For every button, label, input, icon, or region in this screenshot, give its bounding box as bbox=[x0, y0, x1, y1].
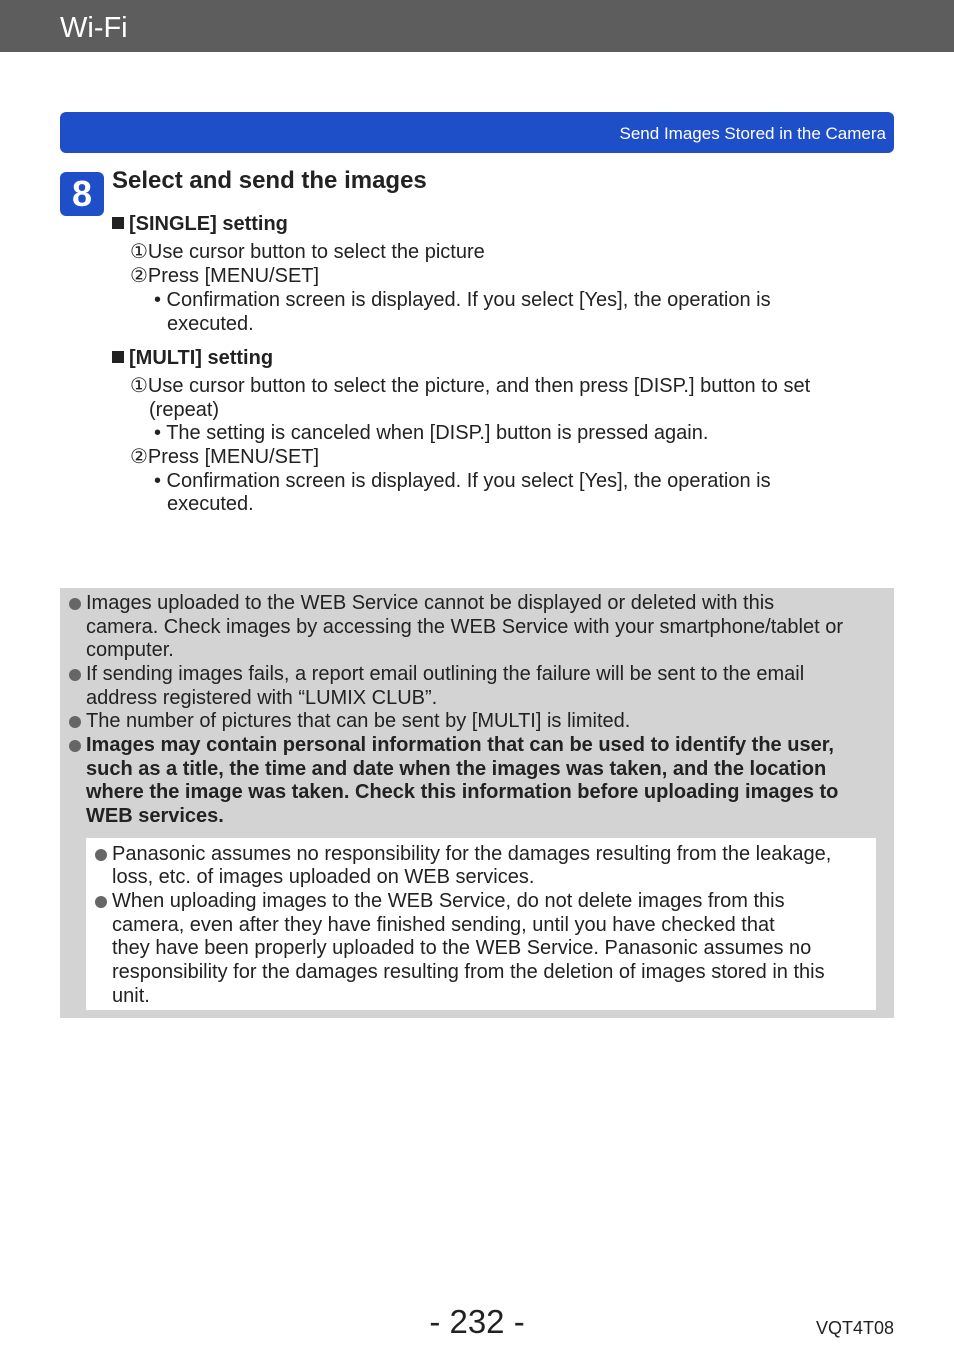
single-heading bbox=[112, 213, 288, 237]
bullet-dot-icon bbox=[95, 896, 107, 908]
multi-note-1: • The setting is canceled when [DISP.] button is pressed again. bbox=[154, 422, 709, 444]
note-4-line-4: WEB services. bbox=[86, 805, 224, 827]
multi-step-1-line-1: ①Use cursor button to select the picture, and then press [DISP.] button to set bbox=[130, 375, 811, 397]
section-banner bbox=[60, 112, 894, 153]
header-bar bbox=[0, 0, 954, 52]
disclaimer-1-line-1: Panasonic assumes no responsibility for the damages resulting from the leakage, bbox=[112, 843, 832, 865]
bullet-dot-icon bbox=[69, 598, 81, 610]
single-heading-text: [SINGLE] setting bbox=[129, 213, 288, 235]
single-note-line-2: executed. bbox=[167, 313, 254, 335]
chapter-title: Wi-Fi bbox=[60, 12, 128, 44]
step-title: Select and send the images bbox=[112, 167, 427, 194]
step-number-badge: 8 bbox=[60, 172, 104, 216]
square-bullet-icon bbox=[112, 217, 124, 229]
note-3: The number of pictures that can be sent by [MULTI] is limited. bbox=[86, 710, 631, 732]
bullet-dot-icon bbox=[69, 716, 81, 728]
page-number: - 232 - bbox=[429, 1303, 525, 1340]
note-4-line-1: Images may contain personal information that can be used to identify the user, bbox=[86, 734, 834, 756]
single-step-1: ①Use cursor button to select the picture bbox=[130, 241, 485, 263]
disclaimer-2-line-5: unit. bbox=[112, 985, 150, 1007]
note-2-line-2: address registered with “LUMIX CLUB”. bbox=[86, 687, 438, 709]
multi-note-2-line-1: • Confirmation screen is displayed. If you select [Yes], the operation is bbox=[154, 470, 771, 492]
square-bullet-icon bbox=[112, 351, 124, 363]
note-4-line-2: such as a title, the time and date when the images was taken, and the location bbox=[86, 758, 827, 780]
section-label: Send Images Stored in the Camera bbox=[619, 124, 886, 143]
note-1-line-2: camera. Check images by accessing the WEB Service with your smartphone/tablet or bbox=[86, 616, 843, 638]
multi-heading-text: [MULTI] setting bbox=[129, 347, 274, 369]
disclaimer-2-line-1: When uploading images to the WEB Service, do not delete images from this bbox=[112, 890, 785, 912]
multi-note-2-line-2: executed. bbox=[167, 493, 254, 515]
note-2-line-1: If sending images fails, a report email outlining the failure will be sent to the email bbox=[86, 663, 805, 685]
document-code: VQT4T08 bbox=[815, 1318, 894, 1338]
note-1-line-3: computer. bbox=[86, 639, 174, 661]
bullet-dot-icon bbox=[95, 849, 107, 861]
note-4-line-3: where the image was taken. Check this information before uploading images to bbox=[86, 781, 839, 803]
multi-heading bbox=[112, 347, 273, 371]
disclaimer-1-line-2: loss, etc. of images uploaded on WEB services. bbox=[112, 866, 535, 888]
disclaimer-2-line-3: they have been properly uploaded to the WEB Service. Panasonic assumes no bbox=[112, 937, 812, 959]
single-step-2: ②Press [MENU/SET] bbox=[130, 265, 320, 287]
multi-step-2: ②Press [MENU/SET] bbox=[130, 446, 320, 468]
bullet-dot-icon bbox=[69, 740, 81, 752]
note-1-line-1: Images uploaded to the WEB Service cannot be displayed or deleted with this bbox=[86, 592, 775, 614]
bullet-dot-icon bbox=[69, 669, 81, 681]
single-note-line-1: • Confirmation screen is displayed. If you select [Yes], the operation is bbox=[154, 289, 771, 311]
multi-step-1-line-2: (repeat) bbox=[149, 399, 220, 421]
disclaimer-2-line-2: camera, even after they have finished sending, until you have checked that bbox=[112, 914, 775, 936]
disclaimer-2-line-4: responsibility for the damages resulting from the deletion of images stored in this bbox=[112, 961, 825, 983]
